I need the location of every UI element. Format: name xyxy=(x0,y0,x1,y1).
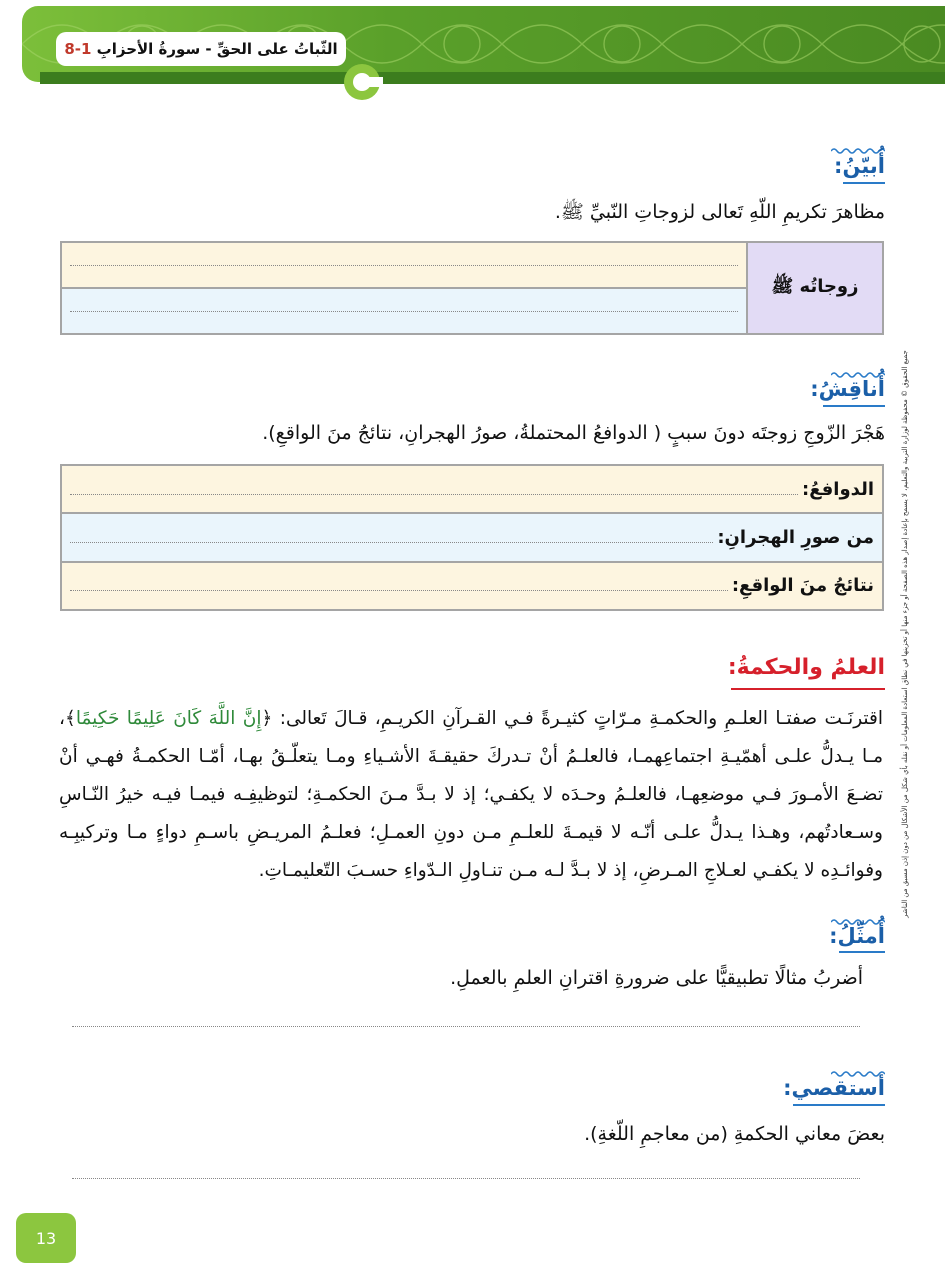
heading-underline xyxy=(823,405,885,407)
copyright-side-note xyxy=(895,300,915,980)
chapter-title-text: الثّباتُ على الحقِّ - سورةُ الأحزابِ xyxy=(96,40,338,58)
chapter-verse-range: 8-1 xyxy=(64,40,92,58)
paragraph-start: اقترنَـت صفتـا العلـمِ والحكمـةِ مـرّاتٍ كثيـرةً فـي القـرآنِ الكريـمِ، قـالَ تَعالى: ﴿ xyxy=(261,708,883,729)
knowledge-wisdom-paragraph xyxy=(59,700,883,890)
section-heading-investigate: أستقصي: xyxy=(783,1076,885,1100)
abandonment-table xyxy=(60,464,884,611)
wives-answer-line-1[interactable] xyxy=(61,242,747,288)
heading-underline xyxy=(843,182,885,184)
wives-label: زوجاتُه ﷺ xyxy=(771,276,859,297)
results-row[interactable] xyxy=(61,562,883,610)
discuss-prompt: هَجْرَ الزّوجِ زوجتَه دونَ سببٍ ( الدوافعُ المحتملةُ، صورُ الهجرانِ، نتائجُ منَ الواقعِ). xyxy=(262,422,885,444)
investigate-prompt: بعضَ معاني الحكمةِ (من معاجمِ اللّغةِ). xyxy=(584,1123,885,1145)
wives-table xyxy=(60,241,884,335)
section-heading-explain: أُبيّنُ: xyxy=(834,154,885,178)
section-heading-discuss: أُناقِشُ: xyxy=(810,377,885,401)
page-number: 13 xyxy=(35,1228,57,1248)
heading-underline xyxy=(731,688,885,690)
chapter-title xyxy=(56,32,346,66)
results-label: نتائجُ منَ الواقعِ: xyxy=(731,575,874,597)
exemplify-prompt: أضربُ مثالًا تطبيقيًّا على ضرورةِ اقترانِ العلمِ بالعملِ. xyxy=(450,967,863,989)
forms-label: من صورِ الهجرانِ: xyxy=(717,526,874,548)
quran-verse: إِنَّ اللَّهَ كَانَ عَلِيمًا حَكِيمًا xyxy=(75,708,262,729)
paragraph-end: ﴾، مـا يـدلُّ علـى أهمّيـةِ اجتماعِهمـا، فالعلـمُ أنْ تـدركَ حقيقـةَ الأشـياءِ ومـا يتعلّـقُ بهـا، أمّـا الحكمـةُ فهـي أنْ تضـعَ الأمـورَ فـي موضعِهـا، فالعلـمُ وحـدَه لا يكفـي؛ إذ لا بـدَّ مـنَ الحكمـةِ؛ لتوظيفِـه فيمـا فيـه خيرُ النّـاسِ وسـعادتُهم، وهـذا يـدلُّ علـى أنّـه لا قيمـةَ للعلـمِ مـن دونِ العمـلِ؛ فعلـمُ المريـضِ باسـمِ دواءٍ مـا وتركيبِـه وفوائـدِه لا يكفـي لعـلاجِ المـرضِ، إذ لا بـدَّ لـه مـن تنـاولِ الـدّواءِ حسـبَ التّعليمـاتِ. xyxy=(59,708,883,881)
section-heading-knowledge-wisdom: العلمُ والحكمةُ: xyxy=(727,655,885,680)
wives-label-cell xyxy=(747,242,883,334)
copyright-text: جميع الحقوق © محفوظة لوزارة التربية والتعليم، لا يسمح بإعادة إصدار هذه الصفحة أو جزء منها أو تخزينها في نطاق استعادة المعلومات أو نقله بأي شكل من الأشكال من دون إذن مسبق من الناشر xyxy=(901,350,909,918)
wives-answer-line-2[interactable] xyxy=(61,288,747,334)
header-shadow-band xyxy=(40,72,945,84)
heading-wave-ornament xyxy=(831,146,885,154)
explain-prompt: مظاهرَ تكريمِ اللّهِ تَعالى لزوجاتِ النّبيِّ ﷺ. xyxy=(554,201,885,223)
page-number-badge xyxy=(16,1213,76,1263)
ring-gap xyxy=(367,77,383,87)
heading-underline xyxy=(839,951,885,953)
forms-row[interactable] xyxy=(61,513,883,561)
motives-label: الدوافعُ: xyxy=(802,478,874,500)
heading-underline xyxy=(793,1104,885,1106)
section-heading-exemplify: أُمثِّلُ: xyxy=(829,924,885,948)
investigate-answer-line[interactable] xyxy=(72,1178,860,1179)
exemplify-answer-line[interactable] xyxy=(72,1026,860,1027)
motives-row[interactable] xyxy=(61,465,883,513)
